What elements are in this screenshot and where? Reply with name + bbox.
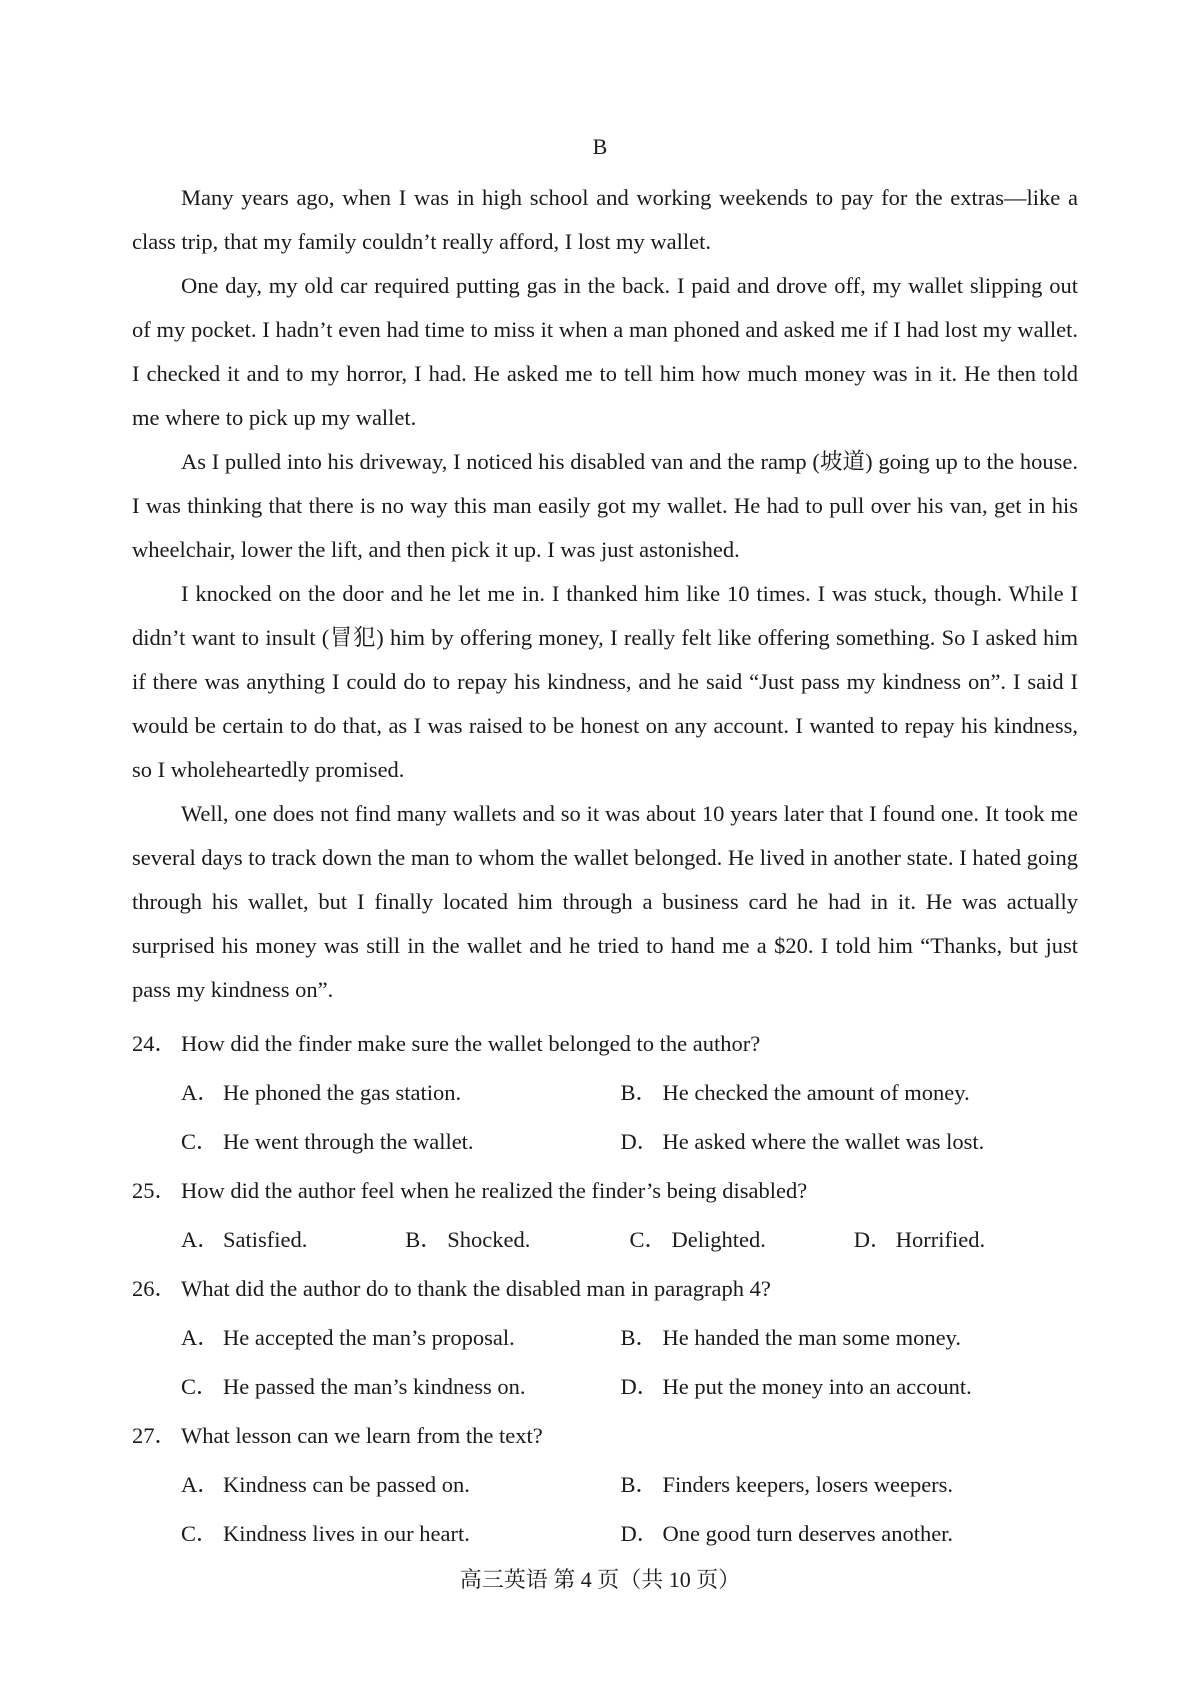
option-letter: A． bbox=[181, 1472, 220, 1497]
option-c[interactable] bbox=[181, 1117, 621, 1166]
passage-paragraph-4: I knocked on the door and he let me in. I thanked him like 10 times. I was stuck, though. While I didn’t want to insult (冒犯) him by offering money, I really felt like offering something. So I asked him if there was anything I could do to repay his kindness, and he said “Just pass my kindness on”. I said I would be certain to do that, as I was raised to be honest on any account. I wanted to repay his kindness, so I wholeheartedly promised. bbox=[132, 581, 1078, 782]
option-c[interactable] bbox=[630, 1215, 854, 1264]
answer-options bbox=[132, 1068, 1078, 1166]
option-letter: C． bbox=[181, 1521, 219, 1546]
question-stem bbox=[132, 1019, 1078, 1068]
option-text: One good turn deserves another. bbox=[662, 1521, 954, 1546]
option-letter: B． bbox=[405, 1227, 443, 1252]
option-a[interactable] bbox=[181, 1460, 621, 1509]
passage-paragraph-5: Well, one does not find many wallets and so it was about 10 years later that I found one. It took me several days to track down the man to whom the wallet belonged. He lived in another state. I hated going through his wallet, but I finally located him through a business card he had in it. He was actually surprised his money was still in the wallet and he tried to hand me a $20. I told him “Thanks, but just pass my kindness on”. bbox=[132, 801, 1078, 1002]
answer-options bbox=[132, 1460, 1078, 1558]
option-text: Horrified. bbox=[895, 1227, 986, 1252]
option-text: Kindness lives in our heart. bbox=[223, 1521, 470, 1546]
question-24 bbox=[132, 1019, 1078, 1166]
option-text: He accepted the man’s proposal. bbox=[223, 1325, 515, 1350]
option-text: Delighted. bbox=[671, 1227, 766, 1252]
option-letter: C． bbox=[181, 1374, 219, 1399]
question-number: 26． bbox=[132, 1276, 178, 1301]
passage-paragraph-3: As I pulled into his driveway, I noticed his disabled van and the ramp (坡道) going up to the house. I was thinking that there is no way this man easily got my wallet. He had to pull over his van, get in his wheelchair, lower the lift, and then pick it up. I was just astonished. bbox=[132, 449, 1078, 562]
option-c[interactable] bbox=[181, 1509, 621, 1558]
question-stem bbox=[132, 1264, 1078, 1313]
question-number: 27． bbox=[132, 1423, 178, 1448]
option-letter: A． bbox=[181, 1080, 220, 1105]
question-number: 24． bbox=[132, 1031, 178, 1056]
option-letter: A． bbox=[181, 1325, 220, 1350]
question-25 bbox=[132, 1166, 1078, 1264]
option-letter: A． bbox=[181, 1227, 220, 1252]
option-b[interactable] bbox=[621, 1313, 1061, 1362]
option-d[interactable] bbox=[621, 1362, 1061, 1411]
question-stem bbox=[132, 1411, 1078, 1460]
option-a[interactable] bbox=[181, 1215, 405, 1264]
option-text: Satisfied. bbox=[223, 1227, 308, 1252]
option-text: He checked the amount of money. bbox=[662, 1080, 970, 1105]
question-text: How did the finder make sure the wallet belonged to the author? bbox=[181, 1031, 761, 1056]
option-letter: D． bbox=[620, 1521, 660, 1546]
option-text: He asked where the wallet was lost. bbox=[662, 1129, 985, 1154]
passage-paragraph-1: Many years ago, when I was in high school and working weekends to pay for the extras—like a class trip, that my family couldn’t really afford, I lost my wallet. bbox=[132, 185, 1078, 254]
option-letter: B． bbox=[620, 1080, 659, 1105]
section-heading: B bbox=[592, 134, 608, 159]
option-text: He handed the man some money. bbox=[662, 1325, 961, 1350]
option-c[interactable] bbox=[181, 1362, 621, 1411]
answer-options bbox=[132, 1215, 1078, 1264]
option-letter: C． bbox=[629, 1227, 668, 1252]
page-footer: 高三英语 第 4 页（共 10 页） bbox=[459, 1567, 741, 1592]
option-letter: B． bbox=[620, 1472, 659, 1497]
passage-paragraph-2: One day, my old car required putting gas in the back. I paid and drove off, my wallet slipping out of my pocket. I hadn’t even had time to miss it when a man phoned and asked me if I had lost my wallet. I checked it and to my horror, I had. He asked me to tell him how much money was in it. He then told me where to pick up my wallet. bbox=[132, 273, 1078, 430]
option-letter: B． bbox=[620, 1325, 659, 1350]
option-a[interactable] bbox=[181, 1068, 621, 1117]
reading-passage bbox=[132, 176, 1078, 1012]
answer-options bbox=[132, 1313, 1078, 1411]
question-number: 25． bbox=[132, 1178, 178, 1203]
option-text: Kindness can be passed on. bbox=[223, 1472, 470, 1497]
option-text: Finders keepers, losers weepers. bbox=[662, 1472, 954, 1497]
question-26 bbox=[132, 1264, 1078, 1411]
option-b[interactable] bbox=[621, 1068, 1061, 1117]
option-text: He phoned the gas station. bbox=[223, 1080, 462, 1105]
question-stem bbox=[132, 1166, 1078, 1215]
option-d[interactable] bbox=[854, 1215, 1078, 1264]
question-text: What did the author do to thank the disabled man in paragraph 4? bbox=[181, 1276, 771, 1301]
option-b[interactable] bbox=[405, 1215, 629, 1264]
option-letter: C． bbox=[181, 1129, 219, 1154]
option-letter: D． bbox=[853, 1227, 893, 1252]
option-d[interactable] bbox=[621, 1117, 1061, 1166]
question-text: What lesson can we learn from the text? bbox=[181, 1423, 543, 1448]
question-list bbox=[132, 1019, 1078, 1558]
option-text: He put the money into an account. bbox=[662, 1374, 972, 1399]
option-text: He went through the wallet. bbox=[223, 1129, 474, 1154]
option-a[interactable] bbox=[181, 1313, 621, 1362]
question-27 bbox=[132, 1411, 1078, 1558]
option-d[interactable] bbox=[621, 1509, 1061, 1558]
option-letter: D． bbox=[620, 1374, 660, 1399]
question-text: How did the author feel when he realized the finder’s being disabled? bbox=[181, 1178, 808, 1203]
option-text: Shocked. bbox=[447, 1227, 531, 1252]
option-text: He passed the man’s kindness on. bbox=[223, 1374, 526, 1399]
option-letter: D． bbox=[620, 1129, 660, 1154]
option-b[interactable] bbox=[621, 1460, 1061, 1509]
